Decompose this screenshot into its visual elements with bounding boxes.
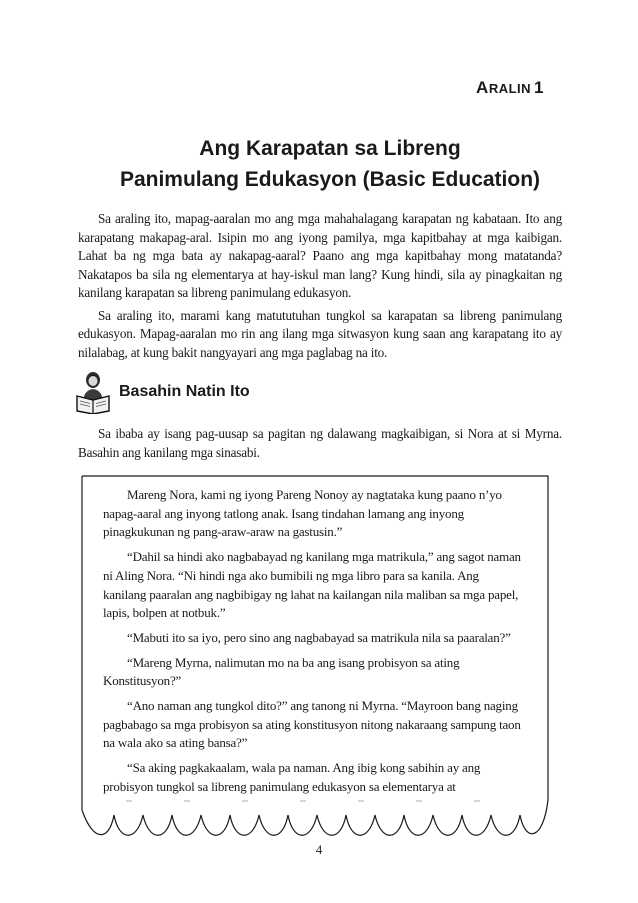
lesson-number: 1 — [534, 78, 544, 97]
section-intro — [78, 425, 562, 466]
dialogue-box — [81, 470, 549, 860]
section-header — [74, 370, 374, 416]
dialogue-line: “Dahil sa hindi ako nagbabayad ng kanilang mga matrikula,” ang sagot naman ni Aling Nora. “Ni hindi nga ako bumibili ng mga libro para sa kanila. Ang kanilang paaralan ang nagbibigay ng lahat na kailangan nila maliban sa mga papel, lapis, bolpen at notbuk.” — [103, 549, 521, 621]
reading-person-icon — [74, 370, 112, 414]
title-line-1: Ang Karapatan sa Libreng — [199, 137, 461, 160]
dialogue-line: “Ano naman ang tungkol dito?” ang tanong ni Myrna. “Mayroon bang naging pagbabago sa mga probisyon sa ating konstitusyon nitong nakaraang sampung taon na wala ako sa ating bansa?” — [103, 698, 521, 751]
dialogue-line: “Mareng Myrna, nalimutan mo na ba ang isang probisyon sa ating Konstitusyon?” — [103, 654, 460, 689]
intro-text — [78, 210, 562, 366]
intro-paragraph-1: Sa araling ito, mapag-aaralan mo ang mga mahahalagang karapatan ng kabataan. Ito ang karapatang makapag-aral. Isipin mo ang iyong pamilya, mga kapitbahay at mga kaibigan. Lahat ba ng mga bata ay nakapag-aaral? Paano ang mga kapitbahay mong matatanda? Nakatapos ba sila ng elementarya at hay-iskul man lang? Kung hindi, sila ay pinagkaitan ng kanilang karapatan sa libreng panimulang edukasyon. — [78, 211, 562, 300]
dialogue-line: Mareng Nora, kami ng iyong Pareng Nonoy ay nagtataka kung paano n’yo napag-aaral ang inyong tatlong anak. Isang tindahan lamang ang inyong pinagkukunan ng pang-araw-araw na gastusin.” — [103, 487, 502, 540]
lesson-label-initial: A — [476, 78, 489, 97]
page-title — [60, 133, 600, 195]
lesson-label-rest: RALIN — [488, 81, 532, 96]
page-number: 4 — [315, 842, 323, 857]
section-intro-paragraph: Sa ibaba ay isang pag-uusap sa pagitan ng dalawang magkaibigan, si Nora at si Myrna. Basahin ang kanilang mga sinasabi. — [78, 426, 562, 460]
dialogue-text — [103, 486, 523, 803]
intro-paragraph-2: Sa araling ito, marami kang matututuhan tungkol sa karapatan sa libreng panimulang edukasyon. Mapag-aaralan mo rin ang ilang mga sitwasyon kung saan ang karapatang ito ay nilalabag, at kung bakit nangyayari ang mga paglabag na ito. — [78, 307, 562, 360]
dialogue-line: “Mabuti ito sa iyo, pero sino ang nagbabayad sa matrikula nila sa paaralan?” — [127, 629, 511, 645]
section-title: Basahin Natin Ito — [119, 383, 250, 400]
lesson-label — [476, 78, 544, 98]
title-line-2: Panimulang Edukasyon (Basic Education) — [119, 168, 541, 191]
dialogue-line: “Sa aking pagkakaalam, wala pa naman. Ang ibig kong sabihin ay ang probisyon tungkol sa libreng panimulang edukasyon sa elementarya at — [103, 760, 481, 794]
